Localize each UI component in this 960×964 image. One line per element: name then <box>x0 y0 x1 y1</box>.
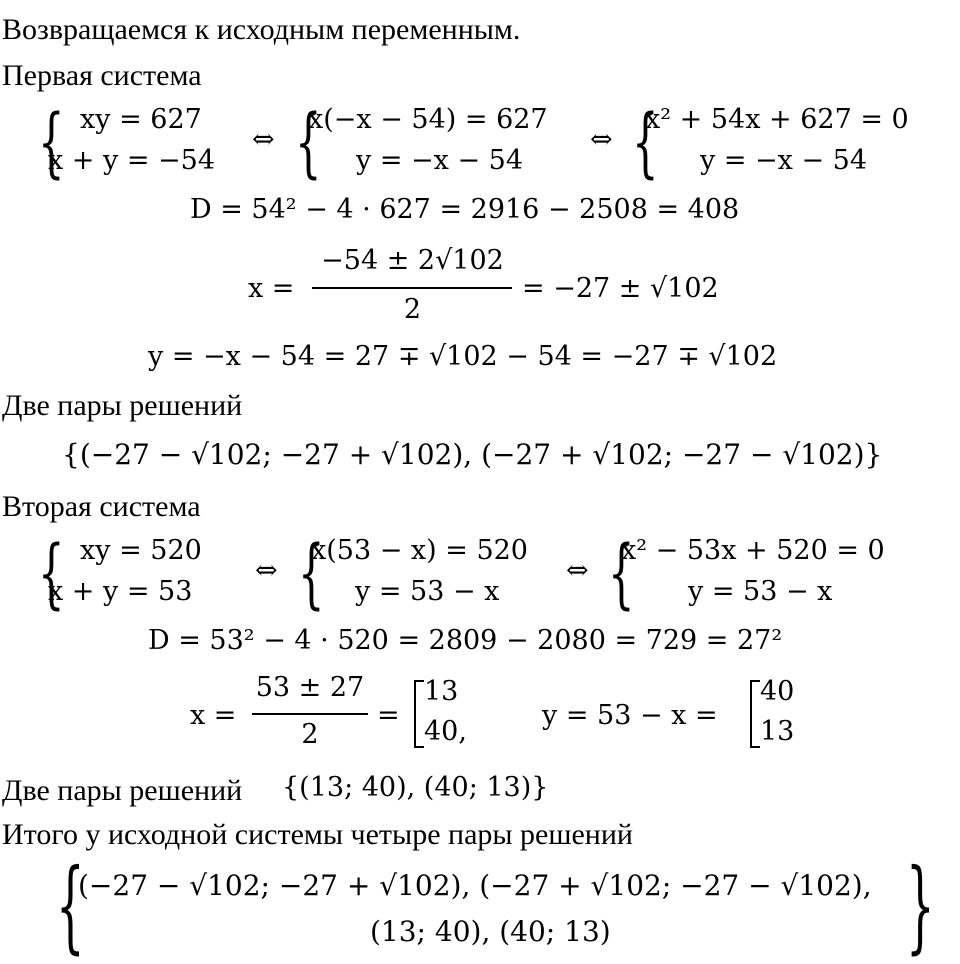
s1-discriminant: D = 54² − 4 · 627 = 2916 − 2508 = 408 <box>190 194 740 225</box>
fraction-bar <box>252 713 368 715</box>
s1-solution-pairs: {(−27 − √102; −27 + √102), (−27 + √102; −27 − √102)} <box>62 438 883 471</box>
s1-y-line: y = −x − 54 = 27 ∓ √102 − 54 = −27 ∓ √102 <box>148 341 778 372</box>
s2-y-value-2: 13 <box>760 716 795 747</box>
intro-text: Возвращаемся к исходным переменным. <box>2 13 521 46</box>
s2-y-lhs: y = 53 − x = <box>542 700 718 731</box>
equivalence-icon: ⇔ <box>566 555 589 586</box>
equivalence-icon: ⇔ <box>255 555 278 586</box>
s1-eq-c1: x² + 54x + 627 = 0 <box>645 104 909 135</box>
left-brace-icon: { <box>608 528 635 617</box>
s2-x-eq: = <box>377 700 400 731</box>
total-heading: Итого у исходной системы четыре пары решений <box>2 818 633 851</box>
equivalence-icon: ⇔ <box>252 124 275 155</box>
s2-eq-a1: xy = 520 <box>80 535 202 566</box>
left-bracket-icon <box>414 680 424 748</box>
equivalence-icon: ⇔ <box>590 124 613 155</box>
s1-eq-a2: x + y = −54 <box>48 145 216 176</box>
s2-solution-pairs: {(13; 40), (40; 13)} <box>282 772 549 803</box>
s1-x-denominator: 2 <box>403 294 422 325</box>
first-system-heading: Первая система <box>2 59 202 92</box>
s1-eq-a1: xy = 627 <box>80 104 202 135</box>
left-brace-icon: { <box>632 97 659 186</box>
two-pairs-heading-2: Две пары решений <box>2 774 243 807</box>
two-pairs-heading-1: Две пары решений <box>2 389 243 422</box>
left-brace-icon: { <box>38 528 65 617</box>
s1-x-numerator: −54 ± 2√102 <box>321 245 504 276</box>
s2-x-lhs: x = <box>190 700 237 731</box>
left-bracket-icon <box>750 680 760 748</box>
s2-x-denominator: 2 <box>301 719 319 750</box>
fraction-bar <box>312 287 512 289</box>
s1-eq-b2: y = −x − 54 <box>356 145 524 176</box>
s2-x-numerator: 53 ± 27 <box>255 672 365 703</box>
s2-eq-c1: x² − 53x + 520 = 0 <box>621 535 885 566</box>
s2-x-value-1: 13 <box>424 676 459 707</box>
left-brace-icon: { <box>295 97 322 186</box>
s1-x-lhs: x = <box>248 273 295 304</box>
s2-eq-b1: x(53 − x) = 520 <box>311 535 528 566</box>
second-system-heading: Вторая система <box>2 490 201 523</box>
s2-x-value-2: 40, <box>424 716 467 747</box>
s2-eq-c2: y = 53 − x <box>688 576 833 607</box>
final-row-2: (13; 40), (40; 13) <box>370 915 611 948</box>
s1-x-rhs: = −27 ± √102 <box>522 273 719 304</box>
left-brace-icon: { <box>38 97 65 186</box>
s2-eq-b2: y = 53 − x <box>355 576 500 607</box>
left-brace-icon: { <box>56 847 85 964</box>
final-row-1: (−27 − √102; −27 + √102), (−27 + √102; −27 − √102), <box>78 869 872 902</box>
s1-eq-b1: x(−x − 54) = 627 <box>308 104 548 135</box>
s2-eq-a2: x + y = 53 <box>48 576 193 607</box>
left-brace-icon: { <box>298 528 325 617</box>
right-brace-icon: } <box>906 847 935 964</box>
s2-discriminant: D = 53² − 4 · 520 = 2809 − 2080 = 729 = 27² <box>148 625 783 656</box>
s1-eq-c2: y = −x − 54 <box>700 145 868 176</box>
s2-y-value-1: 40 <box>760 676 795 707</box>
